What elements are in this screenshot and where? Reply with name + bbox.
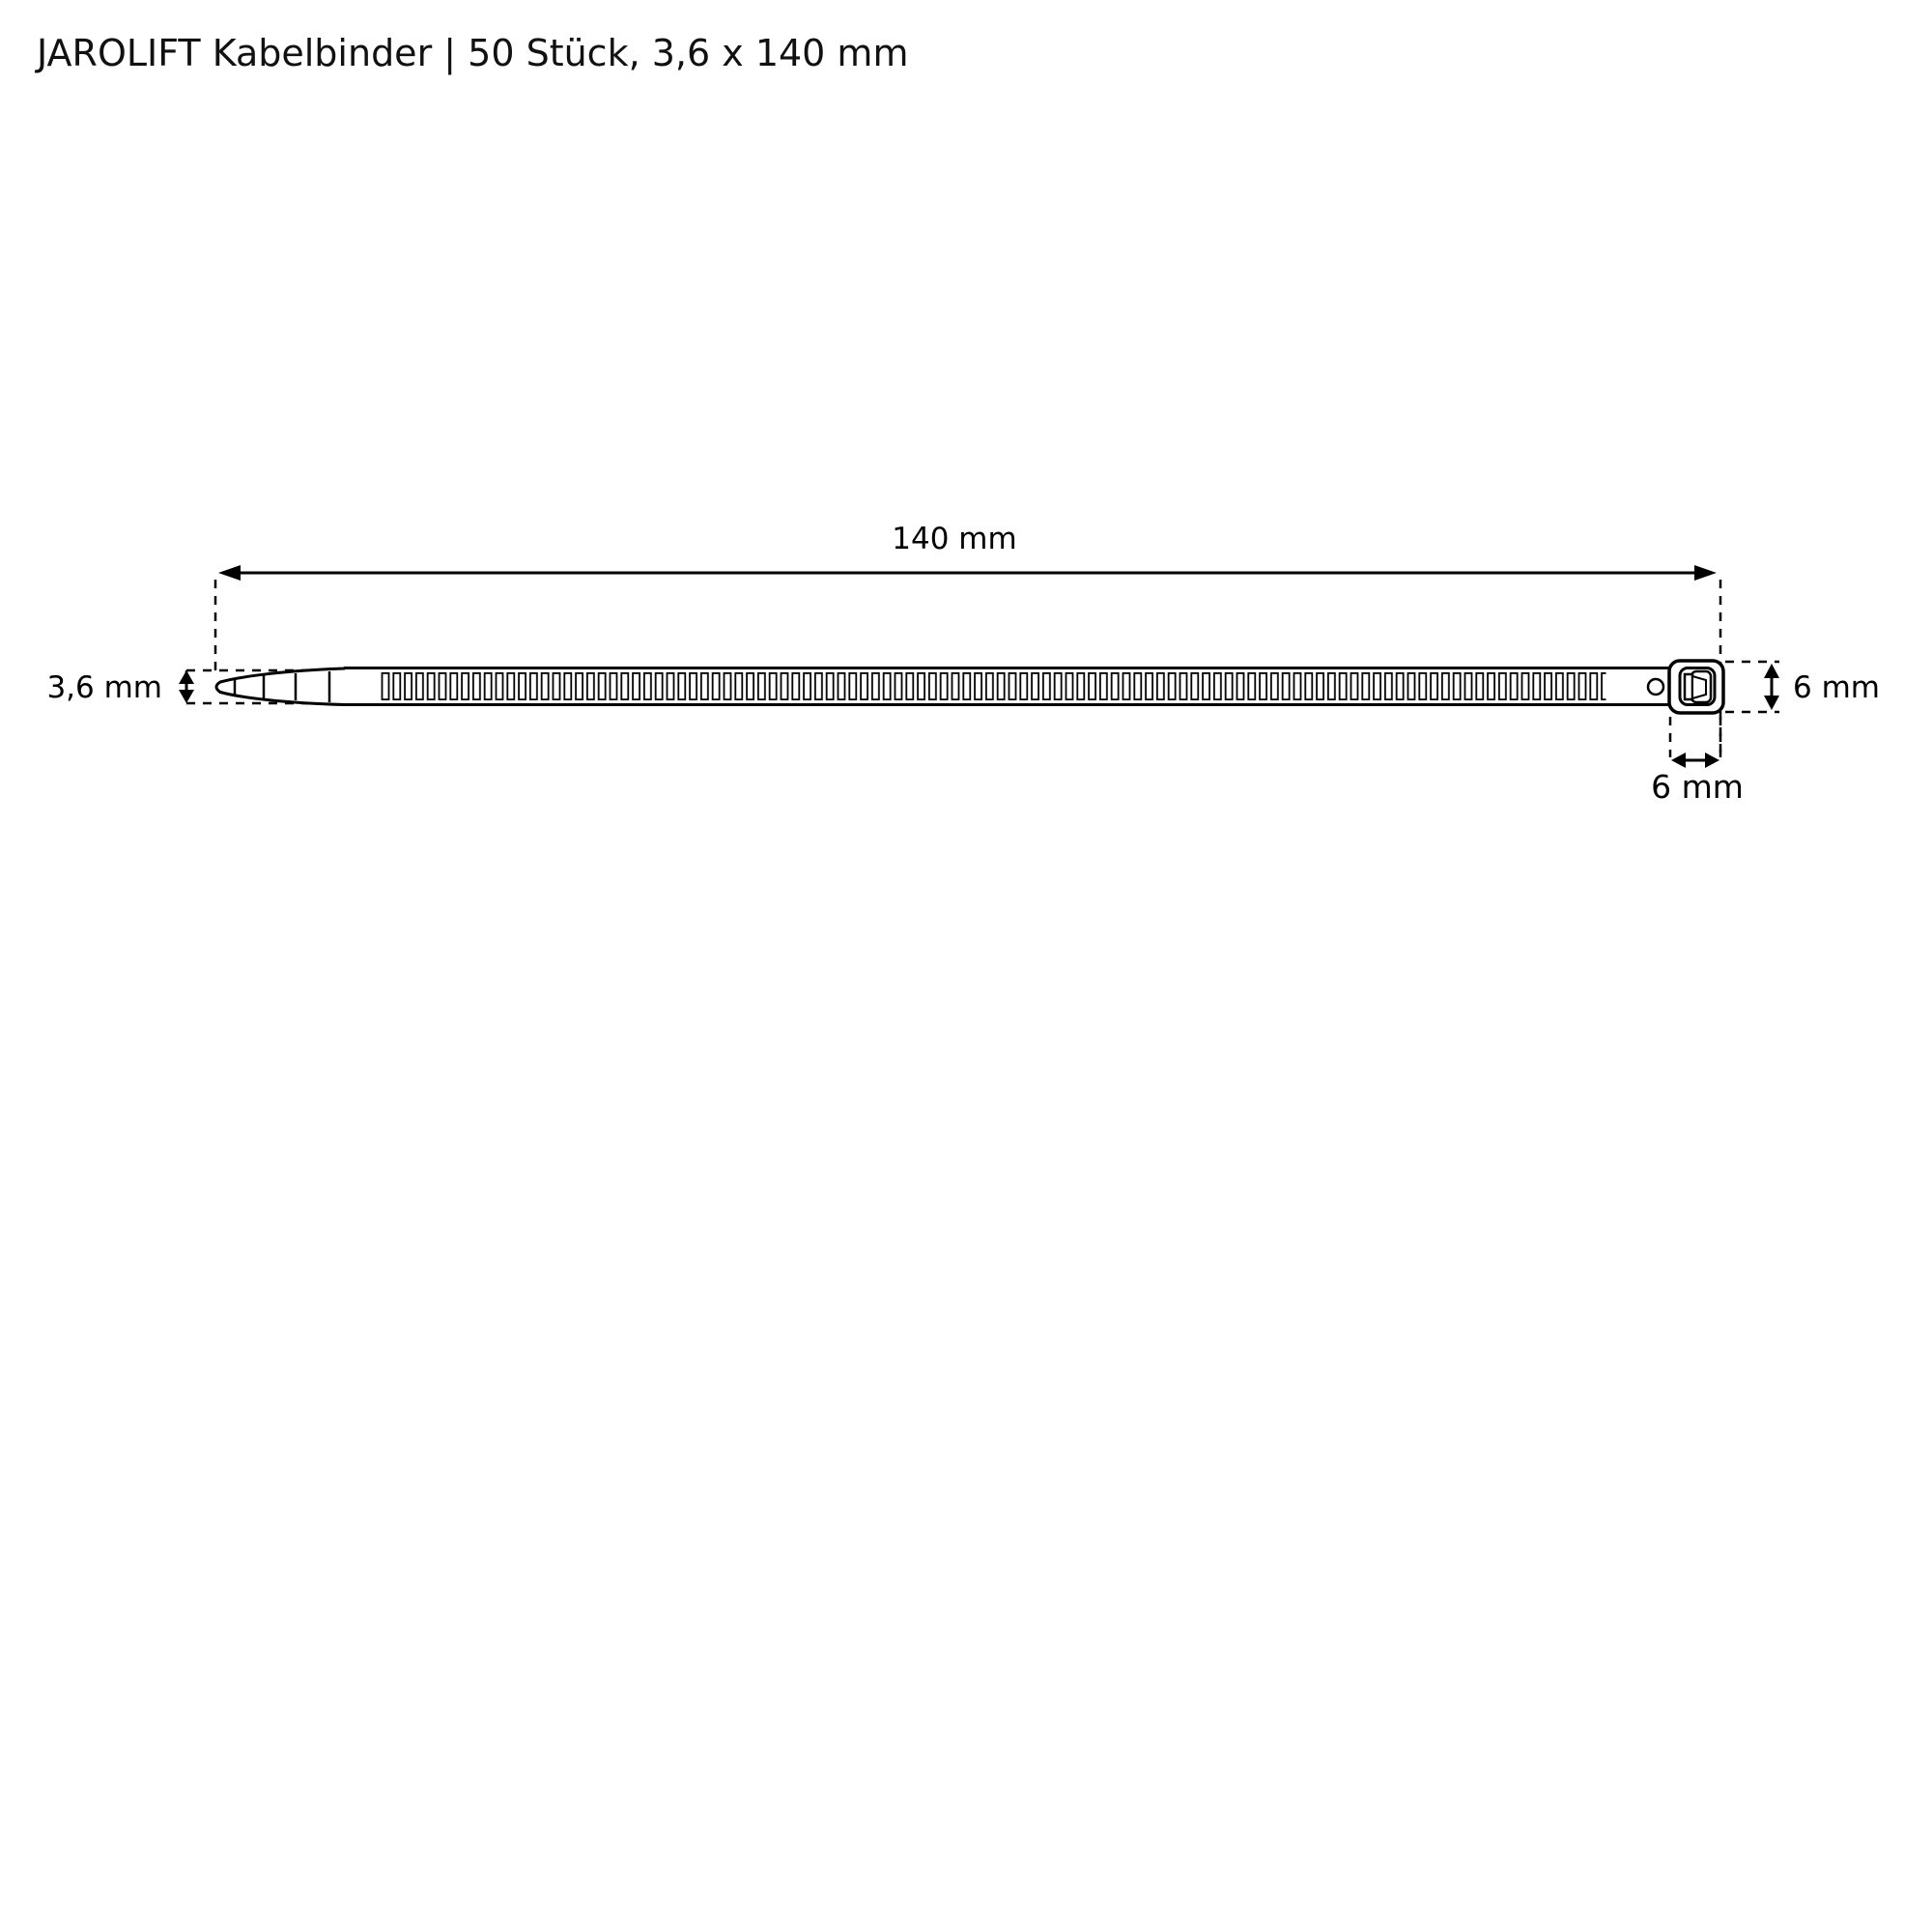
arrow-up-icon — [1764, 664, 1779, 678]
arrow-left-icon — [1671, 753, 1686, 768]
arrow-right-icon — [1705, 753, 1719, 768]
cable-tie — [216, 661, 1723, 713]
arrow-left-icon — [218, 565, 241, 581]
tie-head-hole — [1648, 679, 1663, 695]
arrow-up-icon — [179, 670, 194, 684]
strap-width-label: 3,6 mm — [46, 670, 162, 705]
tie-head-pawl-wedge — [1692, 676, 1706, 698]
tie-head-pawl-bar — [1685, 674, 1692, 699]
head-width-label: 6 mm — [1651, 768, 1744, 806]
page-title: JAROLIFT Kabelbinder | 50 Stück, 3,6 x 140 mm — [37, 32, 909, 74]
tie-serration — [381, 672, 1606, 700]
arrow-down-icon — [1764, 696, 1779, 710]
arrow-right-icon — [1694, 565, 1717, 581]
length-label: 140 mm — [892, 522, 1017, 556]
length-dimension — [215, 522, 1720, 757]
head-height-label: 6 mm — [1793, 670, 1880, 705]
arrow-down-icon — [179, 690, 194, 703]
head-width-dimension — [1651, 717, 1744, 806]
head-height-dimension — [1725, 662, 1880, 712]
